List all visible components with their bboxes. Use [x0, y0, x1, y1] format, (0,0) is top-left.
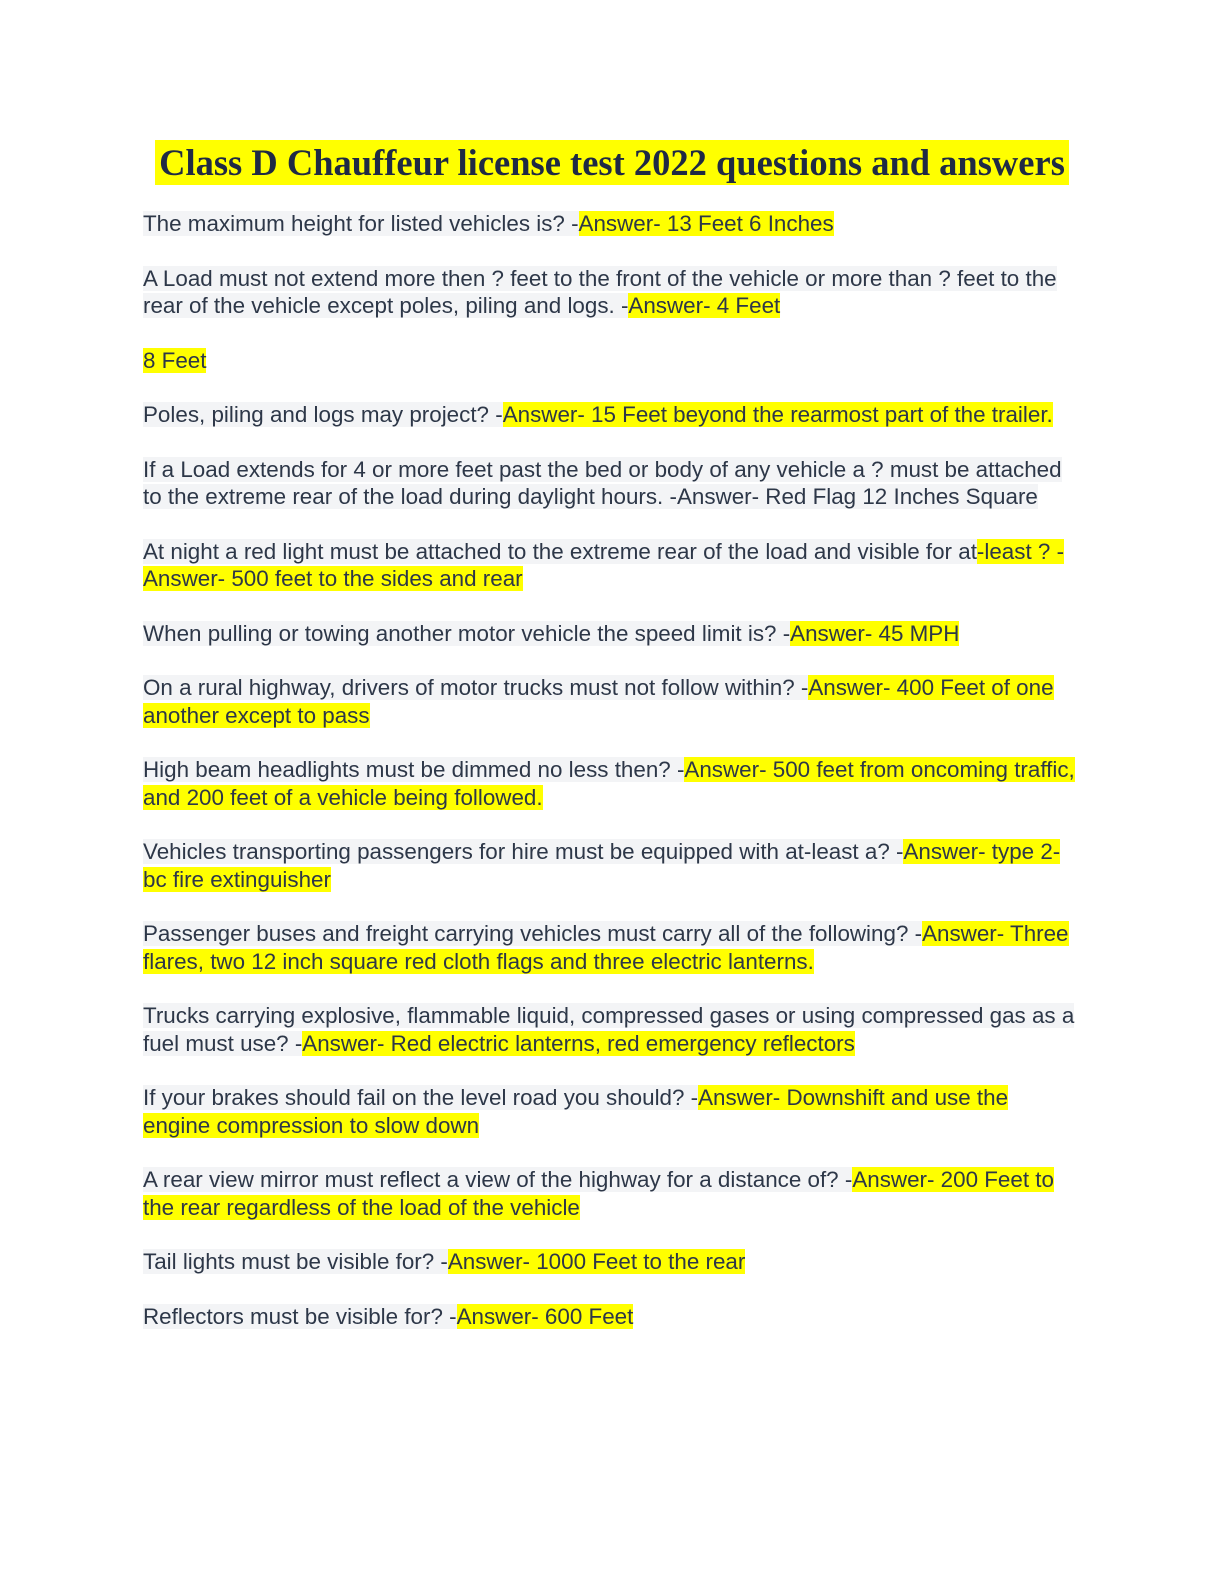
qa-item [143, 401, 1078, 429]
qa-item [143, 347, 1078, 375]
qa-item [143, 920, 1078, 975]
question-text: High beam headlights must be dimmed no less then? - [143, 757, 685, 782]
question-text: If a Load extends for 4 or more feet past the bed or body of any vehicle a ? must be attached to the extreme rear of the load during daylight hours. -Answer- Red Flag 12 Inches Square [143, 456, 1062, 509]
qa-list [143, 210, 1078, 1357]
document-title: Class D Chauffeur license test 2022 questions and answers [155, 140, 1069, 185]
qa-item [143, 538, 1078, 593]
answer-text: Answer- 1000 Feet to the rear [447, 1249, 746, 1274]
qa-item [143, 456, 1078, 511]
question-text: A Load must not extend more then ? feet to the front of the vehicle or more than ? feet to the rear of the vehicle except poles, piling and logs. - [143, 265, 1057, 318]
qa-item [143, 756, 1078, 811]
answer-text: Answer- 15 Feet beyond the rearmost part of the trailer. [502, 402, 1053, 427]
qa-item [143, 1084, 1078, 1139]
answer-text: Answer- Downshift and use the engine compression to slow down [143, 1085, 1009, 1138]
question-text: When pulling or towing another motor vehicle the speed limit is? - [143, 620, 791, 646]
answer-text: Answer- 200 Feet to the rear regardless of the load of the vehicle [143, 1167, 1054, 1220]
question-text: Reflectors must be visible for? - [143, 1303, 457, 1329]
qa-item [143, 1303, 1078, 1331]
answer-text: Answer- 600 Feet [456, 1303, 634, 1329]
question-text: Trucks carrying explosive, flammable liquid, compressed gases or using compressed gas as a fuel must use? - [143, 1003, 1075, 1056]
question-text: A rear view mirror must reflect a view of the highway for a distance of? - [143, 1167, 853, 1192]
qa-item [143, 210, 1078, 238]
answer-text: Answer- Red electric lanterns, red emergency reflectors [302, 1030, 855, 1056]
answer-text: Answer- 45 MPH [790, 620, 960, 646]
title-container [0, 140, 1224, 186]
answer-text: Answer- type 2-bc fire extinguisher [143, 839, 1061, 892]
question-text: Poles, piling and logs may project? - [143, 402, 503, 427]
qa-item [143, 265, 1078, 320]
answer-text: Answer- 13 Feet 6 Inches [578, 211, 834, 236]
answer-text: 8 Feet [143, 347, 207, 373]
question-text: On a rural highway, drivers of motor trucks must not follow within? - [143, 675, 809, 700]
question-text: Passenger buses and freight carrying vehicles must carry all of the following? - [143, 921, 923, 946]
answer-text: Answer- 4 Feet [628, 293, 781, 318]
question-text: Tail lights must be visible for? - [143, 1249, 448, 1274]
question-text: The maximum height for listed vehicles is? - [143, 211, 579, 236]
qa-item [143, 838, 1078, 893]
answer-text: Answer- 500 feet from oncoming traffic, and 200 feet of a vehicle being followed. [143, 757, 1075, 810]
qa-item [143, 1166, 1078, 1221]
answer-text: Answer- Three flares, two 12 inch square red cloth flags and three electric lanterns. [143, 921, 1069, 974]
question-text: Vehicles transporting passengers for hire must be equipped with at-least a? - [143, 839, 904, 864]
answer-text: Answer- 400 Feet of one another except to pass [143, 675, 1054, 728]
qa-item [143, 1002, 1078, 1057]
qa-item [143, 1248, 1078, 1276]
qa-item [143, 620, 1078, 648]
answer-text: -least ? -Answer- 500 feet to the sides and rear [143, 538, 1065, 591]
qa-item [143, 674, 1078, 729]
question-text: If your brakes should fail on the level road you should? - [143, 1085, 699, 1110]
question-text: At night a red light must be attached to the extreme rear of the load and visible for at [143, 538, 977, 564]
